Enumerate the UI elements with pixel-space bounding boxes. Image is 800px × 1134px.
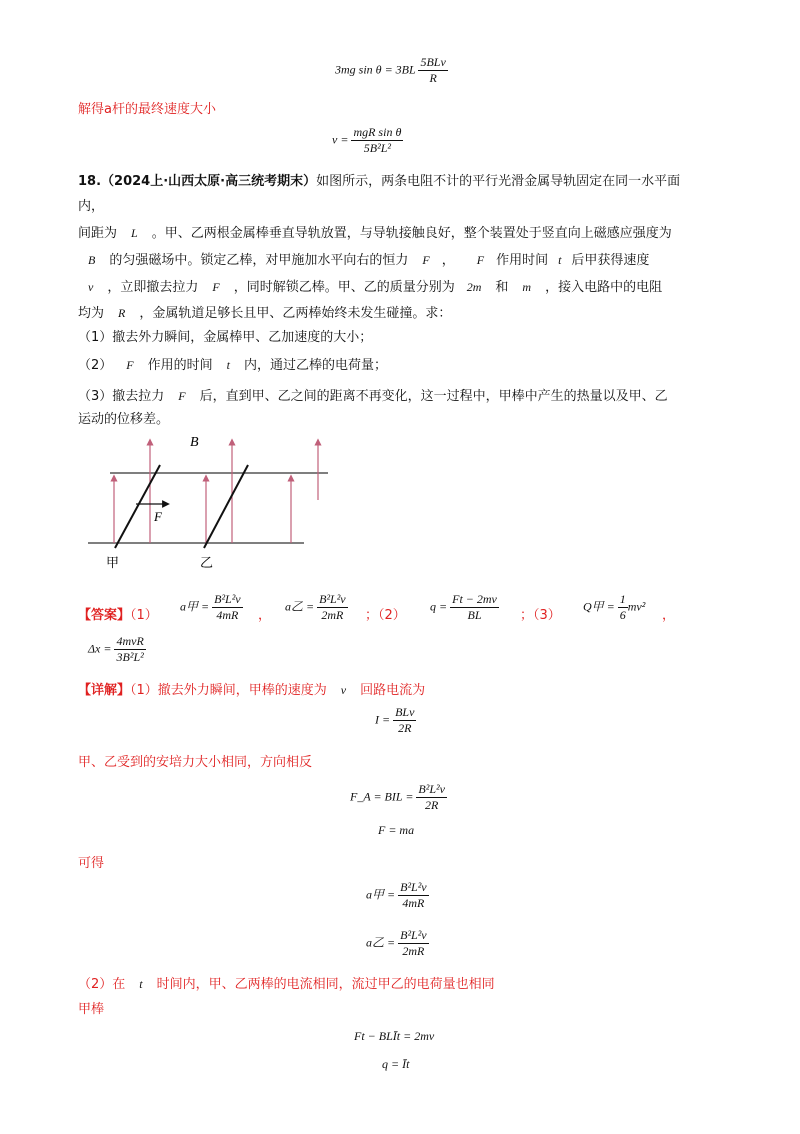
- rod-jia: [115, 465, 160, 548]
- problem-line-1: 18.（2024上·山西太原·高三统考期末）如图所示，两条电阻不计的平行光滑金属导轨固定在同一水平面: [78, 174, 681, 189]
- formula-a-yi: a乙 = $\frac{\text{B²L²v}}{2mR}$: [366, 928, 427, 958]
- answer-a-yi: a乙 = $\frac{\text{B²L²v}}{2mR}$: [285, 592, 346, 622]
- formula-a-jia: a甲 = $\frac{\text{B²L²v}}{4mR}$: [366, 880, 427, 910]
- problem-line-5: v ，立即撤去拉力 F ，同时解锁乙棒。甲、乙的质量分别为 2m 和 m ，接入电路中的电阻: [88, 280, 663, 295]
- question-3: （3）撤去拉力 F 后，直到甲、乙之间的距离不再变化，这一过程中，甲棒中产生的热量以及甲、乙: [78, 389, 668, 404]
- top-formula: [335, 55, 448, 86]
- answer-tag: 【答案】（1）: [78, 608, 158, 623]
- question-1: （1）撤去外力瞬间，金属棒甲、乙加速度的大小；: [78, 330, 373, 345]
- formula-q-It: q = Īt: [382, 1057, 410, 1071]
- question-2: （2） F 作用的时间 t 内，通过乙棒的电荷量；: [78, 358, 387, 373]
- detail-line-4: （2）在 t 时间内，甲、乙两棒的电流相同，流过甲乙的电荷量也相同: [78, 977, 495, 992]
- detail-line-3: 可得: [78, 856, 105, 871]
- formula-momentum: Ft − BLĪt = 2mv: [354, 1029, 435, 1043]
- detail-line-1: 【详解】（1）撤去外力瞬间，甲棒的速度为 v 回路电流为: [78, 683, 426, 698]
- answer-Q: Q甲 = $\frac{1}{6}$ mv²: [583, 592, 646, 622]
- problem-line-6: 均为 R ，金属轨道足够长且甲、乙两棒始终未发生碰撞。求：: [78, 306, 452, 321]
- label-yi: 乙: [200, 556, 214, 571]
- formula-F-ma: F = ma: [378, 823, 415, 837]
- detail-line-2: 甲、乙受到的安培力大小相同，方向相反: [78, 755, 313, 770]
- solve-text: 解得a杆的最终速度大小: [78, 102, 216, 117]
- label-jia: 甲: [106, 556, 120, 571]
- label-B: B: [190, 435, 199, 450]
- problem-line-3: 间距为 L 。甲、乙两根金属棒垂直导轨放置，与导轨接触良好，整个装置处于竖直向上磁感应强度为: [78, 226, 672, 241]
- answer-dx: Δx = $\frac{\text{4mvR}}{\text{3B²L²}}$: [88, 634, 144, 664]
- answer-q: q = $\frac{Ft - 2mv}{BL}$: [430, 592, 497, 622]
- problem-line-2: 内，: [78, 199, 105, 214]
- rod-yi: [204, 465, 248, 548]
- rail-figure: [78, 430, 338, 580]
- formula-FA: F_A = BIL = $\frac{\text{B²L²v}}{2R}$: [350, 782, 445, 812]
- answer-a-jia: a甲 = $\frac{\text{B²L²v}}{4mR}$: [180, 592, 241, 622]
- question-3-cont: 运动的位移差。: [78, 412, 170, 427]
- formula-left: 3mg sin θ = 3BL: [335, 62, 416, 77]
- problem-source: （2024上·山西太原·高三统考期末）: [101, 174, 317, 189]
- formula-fraction: $\frac{\text{5BLv}}{R}$: [420, 55, 446, 85]
- label-F: F: [154, 509, 162, 524]
- problem-line-4: B 的匀强磁场中。锁定乙棒，对甲施加水平向右的恒力 F ， F 作用时间 t 后甲获得速度: [88, 253, 650, 268]
- detail-line-5: 甲棒: [78, 1002, 105, 1017]
- v-formula: v = $\frac{\text{mgR sin θ}}{\text{5B²L²}}$: [332, 125, 402, 155]
- formula-I: I = $\frac{\text{BLv}}{2R}$: [375, 705, 415, 735]
